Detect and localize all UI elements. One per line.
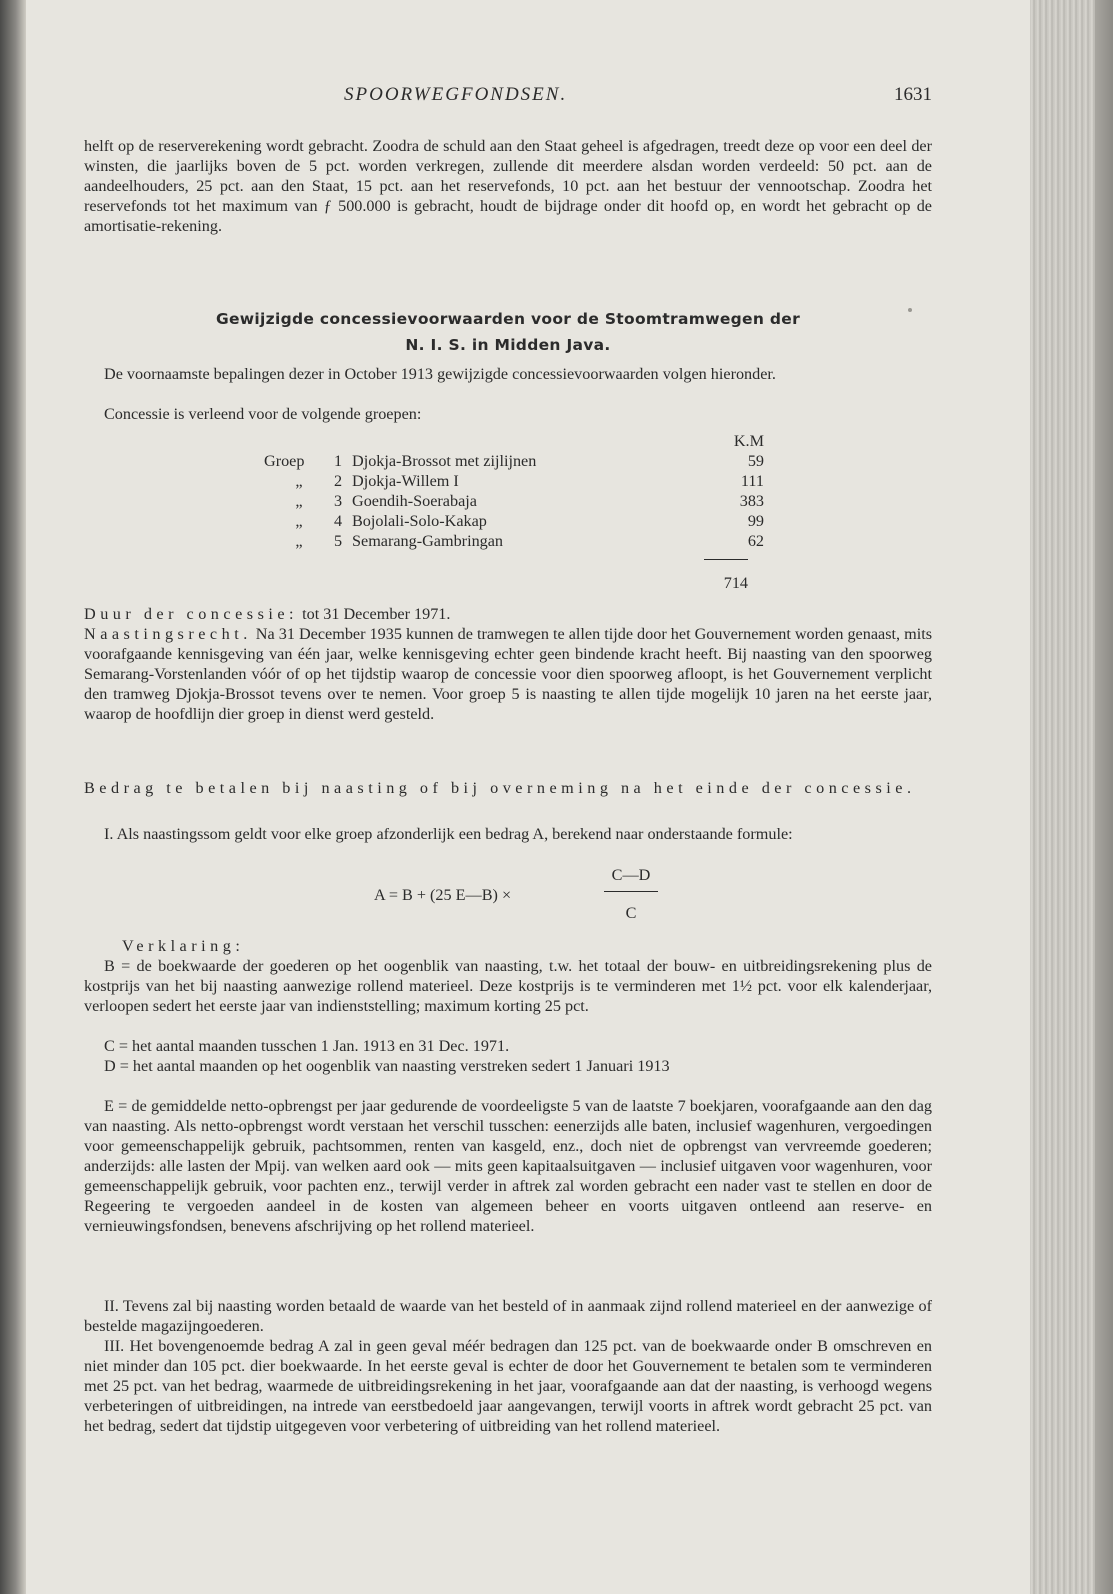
table-row <box>264 472 764 492</box>
duur-text: tot 31 December 1971. <box>298 605 451 623</box>
main-paragraph: De voornaamste bepalingen dezer in October 1913 gewijzigde concessievoorwaarden volgen hieronder. <box>104 365 776 383</box>
group-km: 99 <box>747 512 764 530</box>
definition-C: C = het aantal maanden tusschen 1 Jan. 1913 en 31 Dec. 1971. <box>104 1037 510 1055</box>
formula-lhs: A = B + (25 E—B) × <box>374 886 512 904</box>
total-rule <box>704 559 748 560</box>
para-II: II. Tevens zal bij naasting worden betaald de waarde van het besteld of in aanmaak zijnd rollend materieel en der aanwezige of bestelde magazijngoederen. <box>84 1297 932 1335</box>
groups-table <box>264 432 764 552</box>
table-row <box>264 492 764 512</box>
bedrag-heading: Bedrag te betalen bij naasting of bij overneming na het einde der concessie. <box>84 779 916 797</box>
duur-term: Duur der concessie: <box>84 605 299 623</box>
group-km: 59 <box>747 452 764 470</box>
formula-numerator: C—D <box>611 866 651 884</box>
page-edges <box>1030 0 1113 1594</box>
formula-fraction-bar <box>604 891 658 892</box>
group-km: 383 <box>739 492 764 510</box>
group-label: Groep <box>264 452 305 470</box>
group-name: Semarang-Gambringan <box>352 532 504 550</box>
naasting-paragraph <box>84 624 932 724</box>
group-name: Goendih-Soerabaja <box>352 492 477 510</box>
group-label: „ <box>295 492 303 510</box>
print-speck <box>908 308 912 312</box>
group-km: 62 <box>747 532 764 550</box>
formula-denominator: C <box>625 904 637 922</box>
definition-B: B = de boekwaarde der goederen op het oogenblik van naasting, t.w. het totaal der bouw- en uitbreidingsrekening plus de kostprijs van het bij naasting aanwezige rollend materieel. Deze kostprijs is te verminderen met 1½ pct. voor elk kalenderjaar, verloopen sedert het eerste jaar van indienststelling; maximum korting 25 pct. <box>84 957 932 1015</box>
group-name: Djokja-Willem I <box>352 472 459 490</box>
naasting-text: Na 31 December 1935 kunnen de tramwegen te allen tijde door het Gouvernement worden genaast, mits voorafgaande kennisgeving van één jaar, welke kennisgeving echter geen bindende kracht heeft. Bij naasting van den spoorweg Semarang-Vorstenlanden vóór of op het tijdstip waarop de concessie voor dien spoorweg afloopt, is het Gouvernement verplicht den tramweg Djokja-Brossot tevens over te nemen. Voor groep 5 is naasting te allen tijde mogelijk 10 jaren na het eerste jaar, waarop de hoofdlijn dier groep in dienst werd gesteld. <box>84 625 932 723</box>
table-header-row <box>264 432 764 452</box>
running-head <box>84 84 932 112</box>
definition-D: D = het aantal maanden op het oogenblik van naasting verstreken sedert 1 Januari 1913 <box>104 1057 670 1075</box>
running-head-title: SPOORWEGFONDSEN. <box>344 84 568 105</box>
group-name: Bojolali-Solo-Kakap <box>352 512 487 530</box>
group-number: 4 <box>334 512 343 530</box>
naasting-term: Naastingsrecht. <box>84 625 252 643</box>
km-total: 714 <box>723 574 748 592</box>
group-km: 111 <box>740 472 764 490</box>
definition-E: E = de gemiddelde netto-opbrengst per jaar gedurende de voordeeligste 5 van de laatste 7 boekjaren, voorafgaande aan den dag van naasting. Als netto-opbrengst wordt verstaan het verschil tusschen: eenerzijds alle baten, inclusief wagenhuren, vergoedingen voor gemeenschappelijk gebruik, pachtsommen, renten van kasgeld, enz., doch niet de opbrengst van vervreemde goederen; anderzijds: alle lasten der Mpij. van welken aard ook — mits geen kapitaalsuitgaven — inclusief uitgaven voor wagenhuren, voor gemeenschappelijk gebruik, voor pachten enz., terwijl verder in aftrek zal worden gebracht een nader vast te stellen en door de Regeering te vergoeden aandeel in de kosten van algemeen beheer en voorts uitgaven ontleend aan reserve- en vernieuwingsfondsen, benevens afschrijving op het rollend materieel. <box>84 1097 932 1235</box>
duur-paragraph <box>84 604 932 624</box>
group-label: „ <box>295 472 303 490</box>
section-heading-line-2: N. I. S. in Midden Java. <box>405 336 611 354</box>
book-spine-shadow <box>0 0 26 1594</box>
group-label: „ <box>295 532 303 550</box>
table-row <box>264 452 764 472</box>
group-number: 3 <box>334 492 343 510</box>
table-row <box>264 532 764 552</box>
verklaring-label: Verklaring: <box>122 937 245 955</box>
section-heading <box>84 306 932 358</box>
table-row <box>264 512 764 532</box>
group-number: 2 <box>334 472 343 490</box>
km-header: K.M <box>733 432 764 450</box>
group-number: 5 <box>334 532 343 550</box>
group-label: „ <box>295 512 303 530</box>
group-name: Djokja-Brossot met zijlijnen <box>352 452 537 470</box>
page-number: 1631 <box>894 84 932 105</box>
section-heading-line-1: Gewijzigde concessievoorwaarden voor de Stoomtramwegen der <box>215 310 801 328</box>
group-number: 1 <box>334 452 343 470</box>
intro-paragraph: helft op de reserverekening wordt gebracht. Zoodra de schuld aan den Staat geheel is afgedragen, treedt deze op voor een deel der winsten, die jaarlijks boven de 5 pct. worden verkregen, zullende dit meerdere alsdan worden verdeeld: 50 pct. aan de aandeelhouders, 25 pct. aan den Staat, 15 pct. aan het reservefonds, 10 pct. aan het bestuur der vennootschap. Zoodra het reservefonds tot het maximum van ƒ 500.000 is gebracht, houdt de bijdrage onder dit hoofd op, en wordt het gebracht op de amortisatie-rekening. <box>84 137 932 235</box>
para-III: III. Het bovengenoemde bedrag A zal in geen geval méér bedragen dan 125 pct. van de boekwaarde onder B omschreven en niet minder dan 105 pct. dier boekwaarde. In het eerste geval is echter de door het Gouvernement te betalen som te verminderen met 25 pct. van het bedrag, waarmede de uitbreidingsrekening in het jaar, voorafgaande aan dat der naasting, is verhoogd wegens verbeteringen of uitbreidingen, na intrede van eerstbedoeld jaar aangevangen, terwijl voorts in aftrek wordt gebracht 25 pct. van het bedrag, sedert dat tijdstip uitgegeven voor verbetering of uitbreiding van het rollend materieel. <box>84 1337 932 1435</box>
para-I: I. Als naastingssom geldt voor elke groep afzonderlijk een bedrag A, berekend naar onderstaande formule: <box>104 825 793 843</box>
groups-intro: Concessie is verleend voor de volgende groepen: <box>104 405 422 423</box>
